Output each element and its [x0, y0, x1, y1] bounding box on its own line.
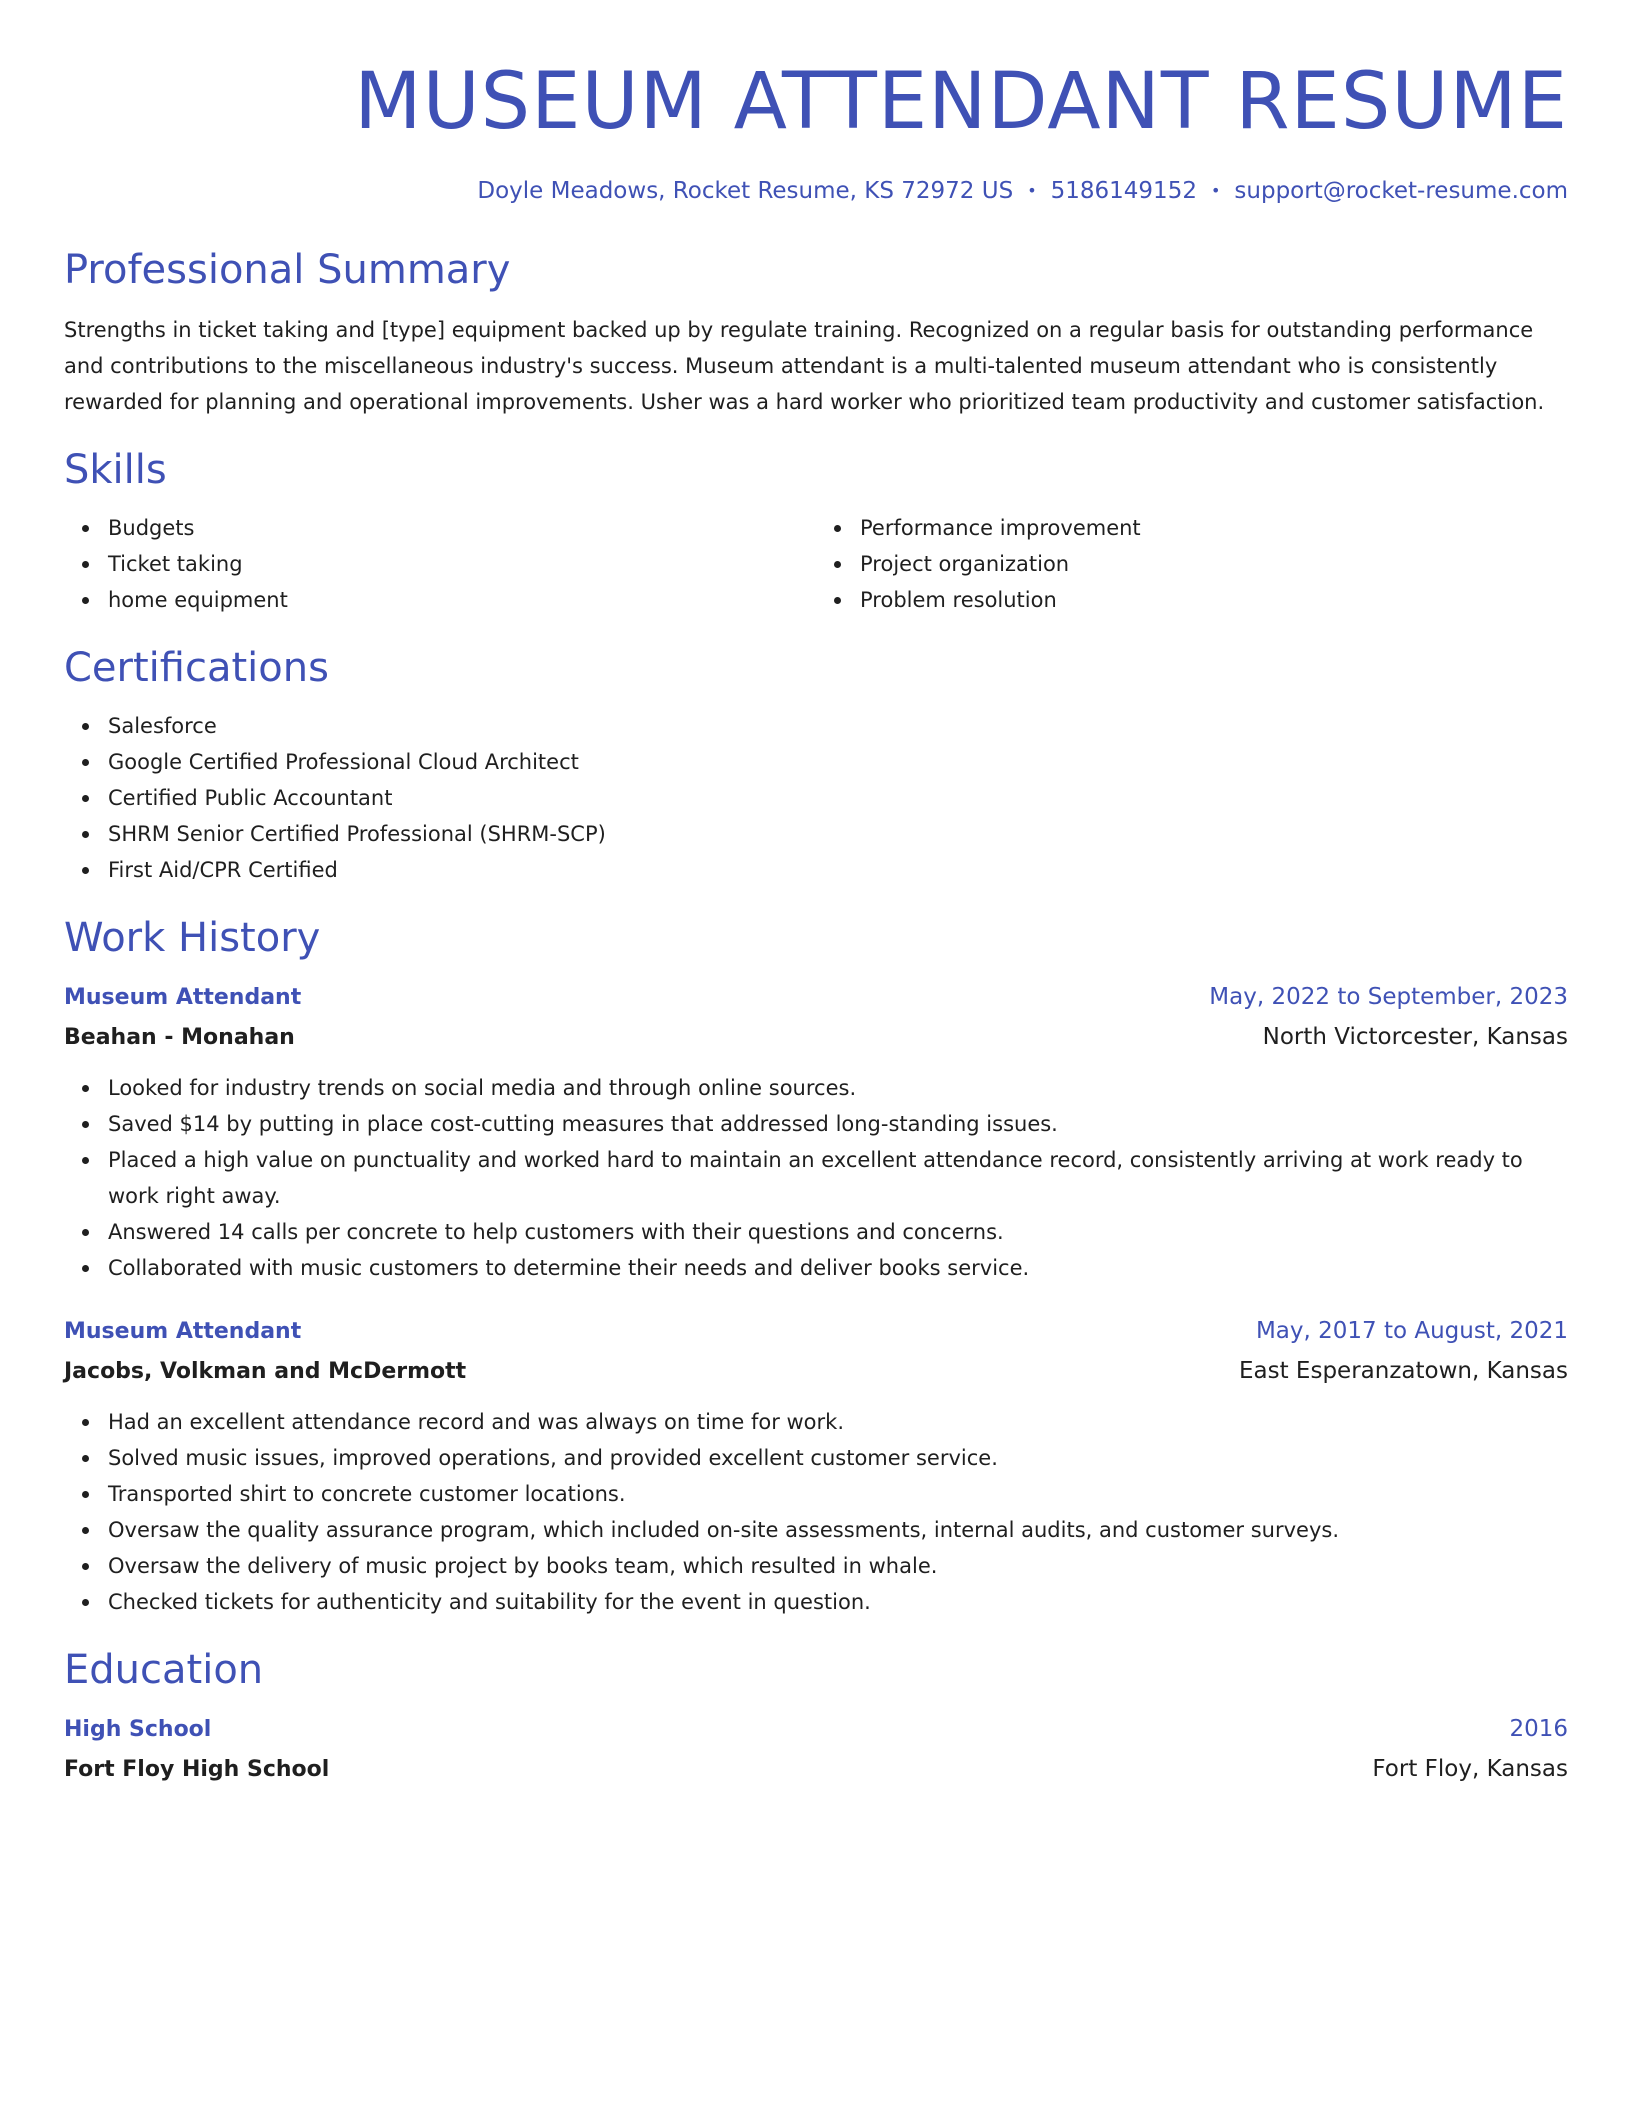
list-item [108, 816, 1568, 852]
list-item [860, 546, 1568, 582]
list-item [108, 744, 1568, 780]
list-item [108, 1512, 1568, 1548]
bullet-icon [82, 831, 89, 838]
education-year: 2016 [1509, 1716, 1568, 1742]
bullet-icon [82, 1455, 89, 1462]
certifications-list [64, 708, 1568, 888]
work-history-section [64, 912, 1568, 1620]
job-location: East Esperanzatown, Kansas [1238, 1358, 1568, 1384]
skill-text: Ticket taking [108, 552, 243, 576]
certification-text: Google Certified Professional Cloud Architect [108, 750, 579, 774]
job-bullet-text: Collaborated with music customers to determine their needs and deliver books service. [108, 1256, 1030, 1280]
summary-section [64, 244, 1568, 420]
certification-text: First Aid/CPR Certified [108, 858, 338, 882]
bullet-icon [834, 561, 841, 568]
skills-list-right [816, 510, 1568, 618]
bullet-icon [82, 1419, 89, 1426]
bullet-icon [82, 1527, 89, 1534]
job-bullet-text: Oversaw the quality assurance program, which included on-site assessments, internal audits, and customer surveys. [108, 1518, 1340, 1542]
bullet-icon [82, 795, 89, 802]
bullet-icon [834, 525, 841, 532]
list-item [108, 708, 1568, 744]
list-item [108, 1070, 1568, 1106]
list-item [108, 1106, 1568, 1142]
list-item [108, 1142, 1568, 1214]
job-bullet-text: Checked tickets for authenticity and suitability for the event in question. [108, 1590, 871, 1614]
certification-text: SHRM Senior Certified Professional (SHRM-SCP) [108, 822, 606, 846]
bullet-icon [82, 759, 89, 766]
job-bullet-text: Oversaw the delivery of music project by books team, which resulted in whale. [108, 1554, 938, 1578]
list-item [108, 852, 1568, 888]
work-history-heading: Work History [64, 915, 321, 961]
bullet-icon [834, 597, 841, 604]
education-entry [64, 1710, 1568, 1790]
skills-section [64, 444, 1568, 618]
list-item [108, 546, 816, 582]
education-section [64, 1644, 1568, 1790]
education-degree: High School [64, 1717, 212, 1742]
bullet-icon [82, 1229, 89, 1236]
job-title: Museum Attendant [64, 1319, 302, 1344]
skill-text: Project organization [860, 552, 1070, 576]
bullet-icon [82, 1157, 89, 1164]
job-employer: Jacobs, Volkman and McDermott [64, 1359, 467, 1384]
contact-separator: • [1210, 181, 1221, 200]
list-item [108, 1584, 1568, 1620]
contact-phone: 5186149152 [1050, 178, 1197, 204]
education-location: Fort Floy, Kansas [1372, 1756, 1568, 1782]
job-bullets [64, 1404, 1568, 1620]
job-employer-row [64, 1017, 1568, 1058]
job-title: Museum Attendant [64, 985, 302, 1010]
job-bullet-text: Placed a high value on punctuality and worked hard to maintain an excellent attendance record, consistently arriving at work ready to work right away. [108, 1148, 1523, 1208]
list-item [108, 1440, 1568, 1476]
job-bullet-text: Looked for industry trends on social media and through online sources. [108, 1076, 857, 1100]
bullet-icon [82, 525, 89, 532]
contact-line [64, 174, 1568, 208]
bullet-icon [82, 867, 89, 874]
job-bullet-text: Answered 14 calls per concrete to help customers with their questions and concerns. [108, 1220, 1004, 1244]
summary-text: Strengths in ticket taking and [type] equipment backed up by regulate training. Recognized on a regular basis for outstanding performance and contributions to the miscellaneous industry's success. Museum attendant is a multi-talented museum attendant who is consistently rewarded for planning and operational improvements. Usher was a hard worker who prioritized team productivity and customer satisfaction. [64, 318, 1545, 414]
education-school-row [64, 1749, 1568, 1790]
bullet-icon [82, 597, 89, 604]
certification-text: Certified Public Accountant [108, 786, 393, 810]
certifications-heading: Certifications [64, 645, 329, 691]
job-entry [64, 1312, 1568, 1620]
list-item [108, 510, 816, 546]
job-employer-row [64, 1351, 1568, 1392]
skill-text: Problem resolution [860, 588, 1057, 612]
certification-text: Salesforce [108, 714, 217, 738]
job-bullet-text: Solved music issues, improved operations, and provided excellent customer service. [108, 1446, 998, 1470]
job-dates: May, 2022 to September, 2023 [1209, 984, 1568, 1010]
bullet-icon [82, 561, 89, 568]
skill-text: home equipment [108, 588, 288, 612]
bullet-icon [82, 1563, 89, 1570]
skill-text: Budgets [108, 516, 195, 540]
certifications-section [64, 642, 1568, 888]
skills-heading: Skills [64, 447, 167, 493]
bullet-icon [82, 1491, 89, 1498]
contact-email[interactable]: support@rocket-resume.com [1234, 178, 1568, 204]
list-item [860, 510, 1568, 546]
list-item [108, 1548, 1568, 1584]
job-bullet-text: Had an excellent attendance record and was always on time for work. [108, 1410, 845, 1434]
list-item [108, 1250, 1568, 1286]
job-dates: May, 2017 to August, 2021 [1255, 1318, 1568, 1344]
summary-heading: Professional Summary [64, 247, 511, 293]
education-school: Fort Floy High School [64, 1757, 330, 1782]
resume-title: MUSEUM ATTENDANT RESUME [354, 57, 1568, 147]
job-employer: Beahan - Monahan [64, 1025, 295, 1050]
job-location: North Victorcester, Kansas [1262, 1024, 1568, 1050]
job-bullets [64, 1070, 1568, 1286]
job-entry [64, 978, 1568, 1286]
skill-text: Performance improvement [860, 516, 1141, 540]
bullet-icon [82, 723, 89, 730]
education-degree-row [64, 1710, 1568, 1749]
skills-list-left [64, 510, 816, 618]
contact-separator: • [1027, 181, 1037, 200]
job-title-row [64, 1312, 1568, 1351]
list-item [108, 780, 1568, 816]
job-title-row [64, 978, 1568, 1017]
list-item [108, 1214, 1568, 1250]
list-item [108, 1404, 1568, 1440]
bullet-icon [82, 1121, 89, 1128]
list-item [860, 582, 1568, 618]
contact-address: Doyle Meadows, Rocket Resume, KS 72972 US [477, 178, 1014, 204]
list-item [108, 582, 816, 618]
job-bullet-text: Saved $14 by putting in place cost-cutting measures that addressed long-standing issues. [108, 1112, 1058, 1136]
list-item [108, 1476, 1568, 1512]
bullet-icon [82, 1265, 89, 1272]
skills-grid [64, 510, 1568, 618]
job-bullet-text: Transported shirt to concrete customer locations. [108, 1482, 626, 1506]
bullet-icon [82, 1085, 89, 1092]
bullet-icon [82, 1599, 89, 1606]
education-heading: Education [64, 1647, 264, 1693]
